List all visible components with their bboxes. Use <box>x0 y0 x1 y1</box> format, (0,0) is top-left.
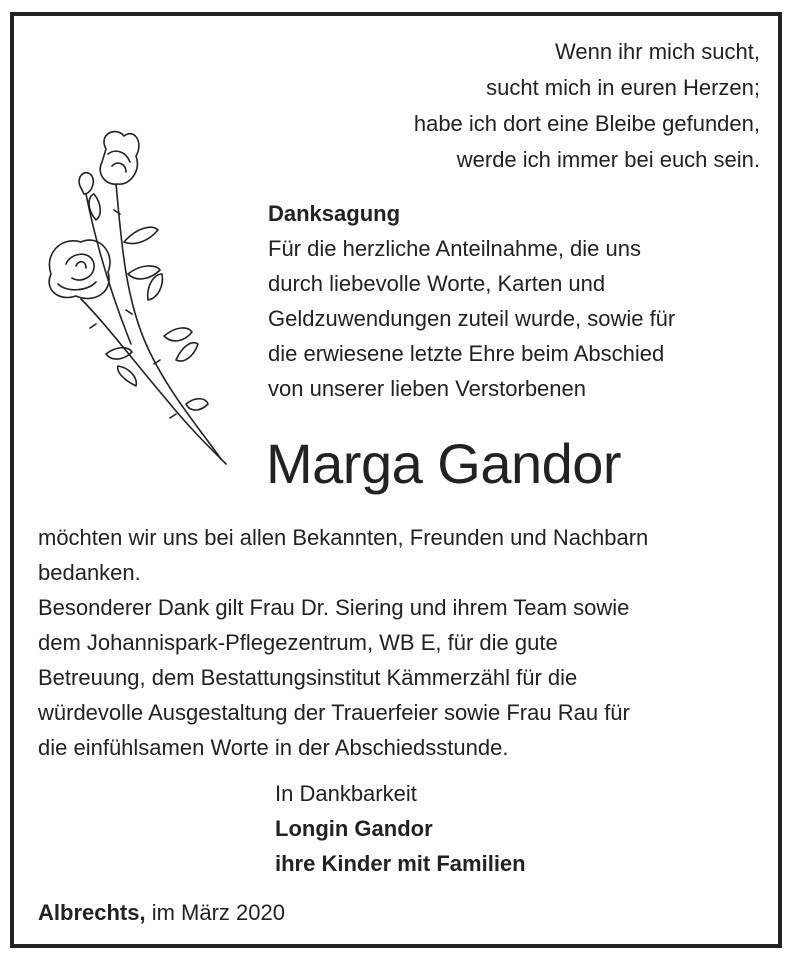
body-text <box>38 520 778 765</box>
poem-line: sucht mich in euren Herzen; <box>486 75 760 100</box>
poem-line: Wenn ihr mich sucht, <box>554 39 760 64</box>
signature-block <box>275 776 755 881</box>
deceased-name: Marga Gandor <box>266 432 622 495</box>
thanks-line: Für die herzliche Anteilnahme, die uns <box>268 236 641 261</box>
body-line: möchten wir uns bei allen Bekannten, Freunden und Nachbarn <box>38 525 649 550</box>
body-line: würdevolle Ausgestaltung der Trauerfeier sowie Frau Rau für <box>38 700 630 725</box>
place-date <box>38 895 538 930</box>
poem-line: werde ich immer bei euch sein. <box>456 147 760 172</box>
thanks-line: Geldzuwendungen zuteil wurde, sowie für <box>268 306 676 331</box>
thanks-line: von unserer lieben Verstorbenen <box>268 376 586 401</box>
thanks-line: durch liebevolle Worte, Karten und <box>268 271 606 296</box>
body-line: Betreuung, dem Bestattungsinstitut Kämmerzähl für die <box>38 665 578 690</box>
body-line: die einfühlsamen Worte in der Abschiedsstunde. <box>38 735 509 760</box>
thanks-heading: Danksagung <box>268 201 401 226</box>
thanks-section <box>268 196 768 406</box>
thanks-line: die erwiesene letzte Ehre beim Abschied <box>268 341 665 366</box>
body-line: dem Johannispark-Pflegezentrum, WB E, für die gute <box>38 630 558 655</box>
signature-family: ihre Kinder mit Familien <box>275 851 526 876</box>
body-line: Besonderer Dank gilt Frau Dr. Siering und ihrem Team sowie <box>38 595 630 620</box>
footer-place: Albrechts, <box>38 900 146 925</box>
body-line: bedanken. <box>38 560 141 585</box>
rose-illustration-icon <box>36 124 236 474</box>
poem-line: habe ich dort eine Bleibe gefunden, <box>413 111 760 136</box>
signature-name: Longin Gandor <box>275 816 433 841</box>
poem-verse <box>280 34 760 178</box>
footer-date: im März 2020 <box>145 900 285 925</box>
signature-intro: In Dankbarkeit <box>275 781 417 806</box>
